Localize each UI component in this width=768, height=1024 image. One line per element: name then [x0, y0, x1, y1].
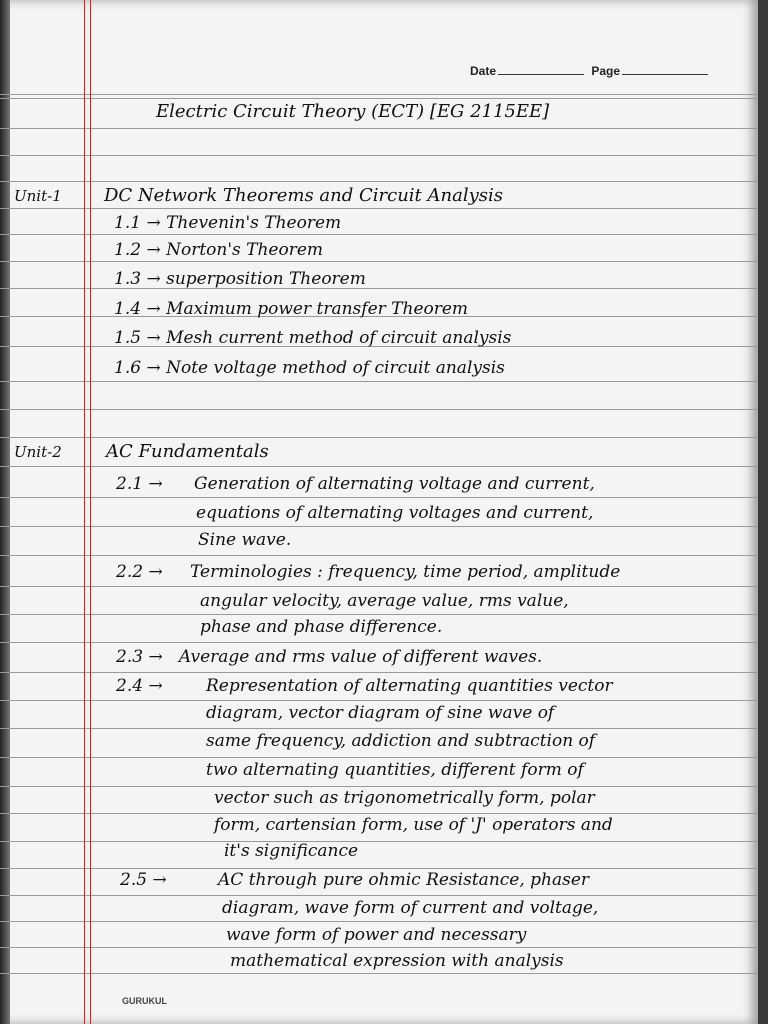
ruled-line: [0, 208, 758, 209]
page-binding: [0, 0, 10, 1024]
ruled-line: [0, 973, 758, 974]
topic-2-1-line-3: Sine wave.: [198, 530, 292, 550]
topic-2-4-line-3: same frequency, addiction and subtraction of: [206, 731, 596, 751]
ruled-line: [0, 526, 758, 527]
ruled-line: [0, 409, 758, 410]
ruled-line: [0, 895, 758, 896]
topic-2-4-line-1: Representation of alternating quantities vector: [206, 676, 613, 696]
ruled-line: [0, 868, 758, 869]
topic-2-2-line-1: Terminologies : frequency, time period, amplitude: [190, 562, 621, 582]
ruled-line: [0, 555, 758, 556]
ruled-line: [0, 757, 758, 758]
topic-2-5-line-1: AC through pure ohmic Resistance, phaser: [218, 870, 590, 890]
topic-1-3: 1.3 → superposition Theorem: [114, 269, 366, 289]
ruled-line: [0, 947, 758, 948]
topic-2-4-line-5: vector such as trigonometrically form, polar: [214, 788, 595, 808]
ruled-line: [0, 181, 758, 182]
topic-2-5-line-3: wave form of power and necessary: [226, 925, 527, 945]
ruled-line: [0, 672, 758, 673]
ruled-line: [0, 642, 758, 643]
topic-2-4-line-7: it's significance: [224, 841, 359, 861]
topic-1-5: 1.5 → Mesh current method of circuit analysis: [114, 328, 512, 348]
topic-2-1-num: 2.1 →: [116, 474, 163, 494]
topic-2-4-line-6: form, cartensian form, use of 'J' operators and: [214, 815, 613, 835]
ruled-line: [0, 437, 758, 438]
topic-2-3: 2.3 → Average and rms value of different waves.: [116, 647, 543, 667]
ruled-line: [0, 728, 758, 729]
topic-2-5-num: 2.5 →: [120, 870, 167, 890]
topic-1-4: 1.4 → Maximum power transfer Theorem: [114, 299, 469, 319]
ruled-line: [0, 786, 758, 787]
page-title: Electric Circuit Theory (ECT) [EG 2115EE]: [156, 101, 550, 122]
ruled-line: [0, 813, 758, 814]
ruled-line: [0, 466, 758, 467]
unit-1-label: Unit-1: [14, 187, 62, 205]
topic-2-2-line-3: phase and phase difference.: [200, 617, 443, 637]
topic-2-2-num: 2.2 →: [116, 562, 163, 582]
ruled-line: [0, 155, 758, 156]
ruled-line: [0, 94, 758, 95]
topic-2-1-line-1: Generation of alternating voltage and current,: [194, 474, 595, 494]
topic-2-1-line-2: equations of alternating voltages and current,: [196, 503, 594, 523]
topic-2-4-num: 2.4 →: [116, 676, 163, 696]
topic-2-5-line-2: diagram, wave form of current and voltage,: [222, 898, 599, 918]
topic-2-4-line-4: two alternating quantities, different form of: [206, 760, 584, 780]
margin-line: [84, 0, 85, 1024]
page-label: Page: [591, 64, 621, 78]
ruled-line: [0, 921, 758, 922]
ruled-line: [0, 98, 758, 99]
ruled-line: [0, 700, 758, 701]
topic-1-2: 1.2 → Norton's Theorem: [114, 240, 324, 260]
ruled-line: [0, 586, 758, 587]
date-blank: [498, 74, 584, 75]
ruled-line: [0, 614, 758, 615]
ruled-line: [0, 261, 758, 262]
unit-2-heading: AC Fundamentals: [106, 441, 269, 462]
unit-2-label: Unit-2: [14, 443, 62, 461]
ruled-line: [0, 381, 758, 382]
ruled-line: [0, 128, 758, 129]
notebook-brand: GURUKUL: [122, 996, 167, 1006]
date-label: Date: [470, 64, 497, 78]
ruled-line: [0, 234, 758, 235]
topic-2-5-line-4: mathematical expression with analysis: [230, 951, 564, 971]
unit-1-heading: DC Network Theorems and Circuit Analysis: [104, 185, 503, 206]
topic-1-1: 1.1 → Thevenin's Theorem: [114, 213, 342, 233]
date-page-header: [470, 64, 712, 78]
ruled-line: [0, 841, 758, 842]
topic-2-2-line-2: angular velocity, average value, rms value,: [200, 591, 569, 611]
margin-line: [90, 0, 91, 1024]
topic-1-6: 1.6 → Note voltage method of circuit analysis: [114, 358, 505, 378]
ruled-line: [0, 497, 758, 498]
page-blank: [622, 74, 708, 75]
topic-2-4-line-2: diagram, vector diagram of sine wave of: [206, 703, 555, 723]
